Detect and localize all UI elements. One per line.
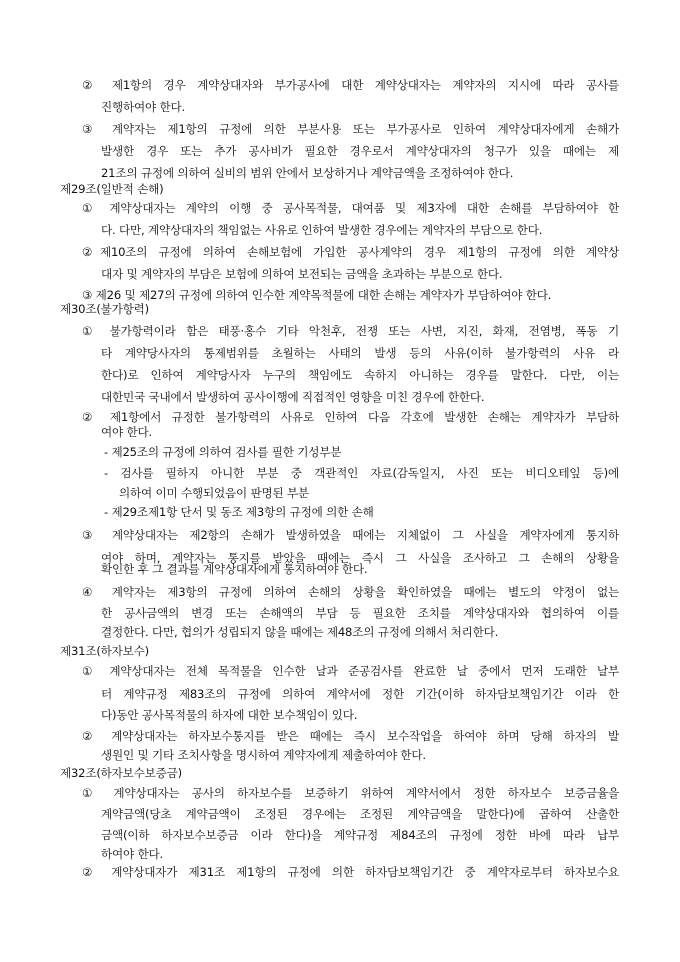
text-line: ① 계약상대자는 전체 목적물을 인수한 날과 준공검사를 완료한 날 중에서 먼저 도래한 날부 (82, 664, 619, 678)
text-line: 타 계약당사자의 통제범위를 초월하는 사태의 발생 등의 사유(이하 불가항력의 사유 라 (101, 346, 619, 360)
text-line: 한다)로 인하여 계약당사자 누구의 책임에도 속하지 아니하는 경우를 말한다. 다만, 이는 (101, 368, 619, 382)
text-line: 하여야 한다. (101, 847, 163, 861)
text-line: ② 제1항에서 규정한 불가항력의 사유로 인하여 다음 각호에 발생한 손해는 계약자가 부담하 (82, 410, 619, 424)
text-line: ② 계약상대자는 하자보수통지를 받은 때에는 즉시 보수작업을 하여야 하며 당해 하자의 발 (82, 729, 619, 743)
text-line: ① 계약상대자는 계약의 이행 중 공사목적물, 대여품 및 제3자에 대한 손해를 부담하여야 한 (82, 201, 619, 215)
text-line: 다. 다만, 계약상대자의 책임없는 사유로 인하여 발생한 경우에는 계약자의 부담으로 한다. (101, 223, 543, 237)
article-heading: 제32조(하자보수보증금) (60, 766, 182, 780)
text-line: 한 공사금액의 변경 또는 손해액의 부담 등 필요한 조치를 계약상대자와 협의하여 이를 (101, 606, 619, 620)
text-line: 확인한 후 그 결과를 계약상대자에게 통지하여야 한다. (101, 562, 368, 576)
text-line: 여야 하며, 계약자는 통지를 받았을 때에는 즉시 그 사실을 조사하고 그 손해의 상황을 (101, 551, 619, 565)
text-line: ① 불가항력이라 함은 태풍·홍수 기타 악천후, 전쟁 또는 사변, 지진, 화재, 전염병, 폭동 기 (82, 324, 619, 338)
text-line: ②제10조의 규정에 의하여 손해보험에 가입한 공사계약의 경우 제1항의 규정에 의한 계약상 (82, 245, 619, 259)
text-line: ③ 계약자는 제1항의 규정에 의한 부분사용 또는 부가공사로 인하여 계약상대자에게 손해가 (82, 122, 619, 136)
text-line: 21조의 규정에 의하여 실비의 범위 안에서 보상하거나 계약금액을 조정하여야 한다. (101, 166, 514, 180)
text-line: ③ 제26 및 제27의 규정에 의하여 인수한 계약목적물에 대한 손해는 계약자가 부담하여야 한다. (82, 288, 552, 302)
text-line: 의하여 이미 수행되었음이 판명된 부분 (119, 486, 309, 500)
text-line: 여야 한다. (101, 425, 152, 439)
text-line: 결정한다. 다만, 협의가 성립되지 않을 때에는 제48조의 규정에 의해서 처리한다. (101, 625, 499, 639)
article-heading: 제29조(일반적 손해) (60, 182, 164, 196)
text-line: ② 제1항의 경우 계약상대자와 부가공사에 대한 계약상대자는 계약자의 지시에 따라 공사를 (82, 78, 619, 92)
text-line: 발생한 경우 또는 추가 공사비가 필요한 경우로서 계약상대자의 청구가 있을 때에는 제 (101, 144, 619, 158)
text-line: 대자 및 계약자의 부담은 보험에 의하여 보전되는 금액을 초과하는 부분으로 한다. (101, 267, 503, 281)
text-line: 금액(이하 하자보수보증금 이라 한다)을 계약규정 제84조의 규정에 정한 바에 따라 납부 (101, 828, 619, 842)
text-line: 다)동안 공사목적물의 하자에 대한 보수책임이 있다. (101, 708, 358, 722)
text-line: ① 계약상대자는 공사의 하자보수를 보증하기 위하여 계약서에서 정한 하자보수 보증금율을 (82, 786, 619, 800)
text-line: ③ 계약상대자는 제2항의 손해가 발생하였을 때에는 지체없이 그 사실을 계약자에게 통지하 (82, 528, 619, 542)
article-heading: 제30조(불가항력) (60, 302, 149, 316)
article-heading: 제31조(하자보수) (60, 644, 149, 658)
text-line: - 제25조의 규정에 의하여 검사를 필한 기성부분 (104, 445, 342, 459)
text-line: 생원인 및 기타 조치사항을 명시하여 계약자에게 제출하여야 한다. (101, 748, 426, 762)
text-line: 터 계약규정 제83조의 규정에 의하여 계약서에 정한 기간(이하 하자담보책임기간 이라 한 (101, 687, 619, 701)
text-line: 진행하여야 한다. (101, 100, 185, 114)
text-line: ④ 계약자는 제3항의 규정에 의하여 손해의 상황을 확인하였을 때에는 별도의 약정이 없는 (82, 585, 619, 599)
text-line: - 제29조제1항 단서 및 동조 제3항의 규정에 의한 손해 (104, 505, 374, 519)
text-line: ② 계약상대자가 제31조 제1항의 규정에 의한 하자담보책임기간 중 계약자로부터 하자보수요 (82, 865, 619, 879)
text-line: 계약금액(당초 계약금액이 조정된 경우에는 조정된 계약금액을 말한다)에 곱하여 산출한 (101, 807, 619, 821)
text-line: 대한민국 국내에서 발생하여 공사이행에 직접적인 영향을 미친 경우에 한한다. (101, 390, 485, 404)
text-line: - 검사를 필하지 아니한 부분 중 객관적인 자료(감독일지, 사진 또는 비디오테잎 등)에 (104, 466, 619, 480)
